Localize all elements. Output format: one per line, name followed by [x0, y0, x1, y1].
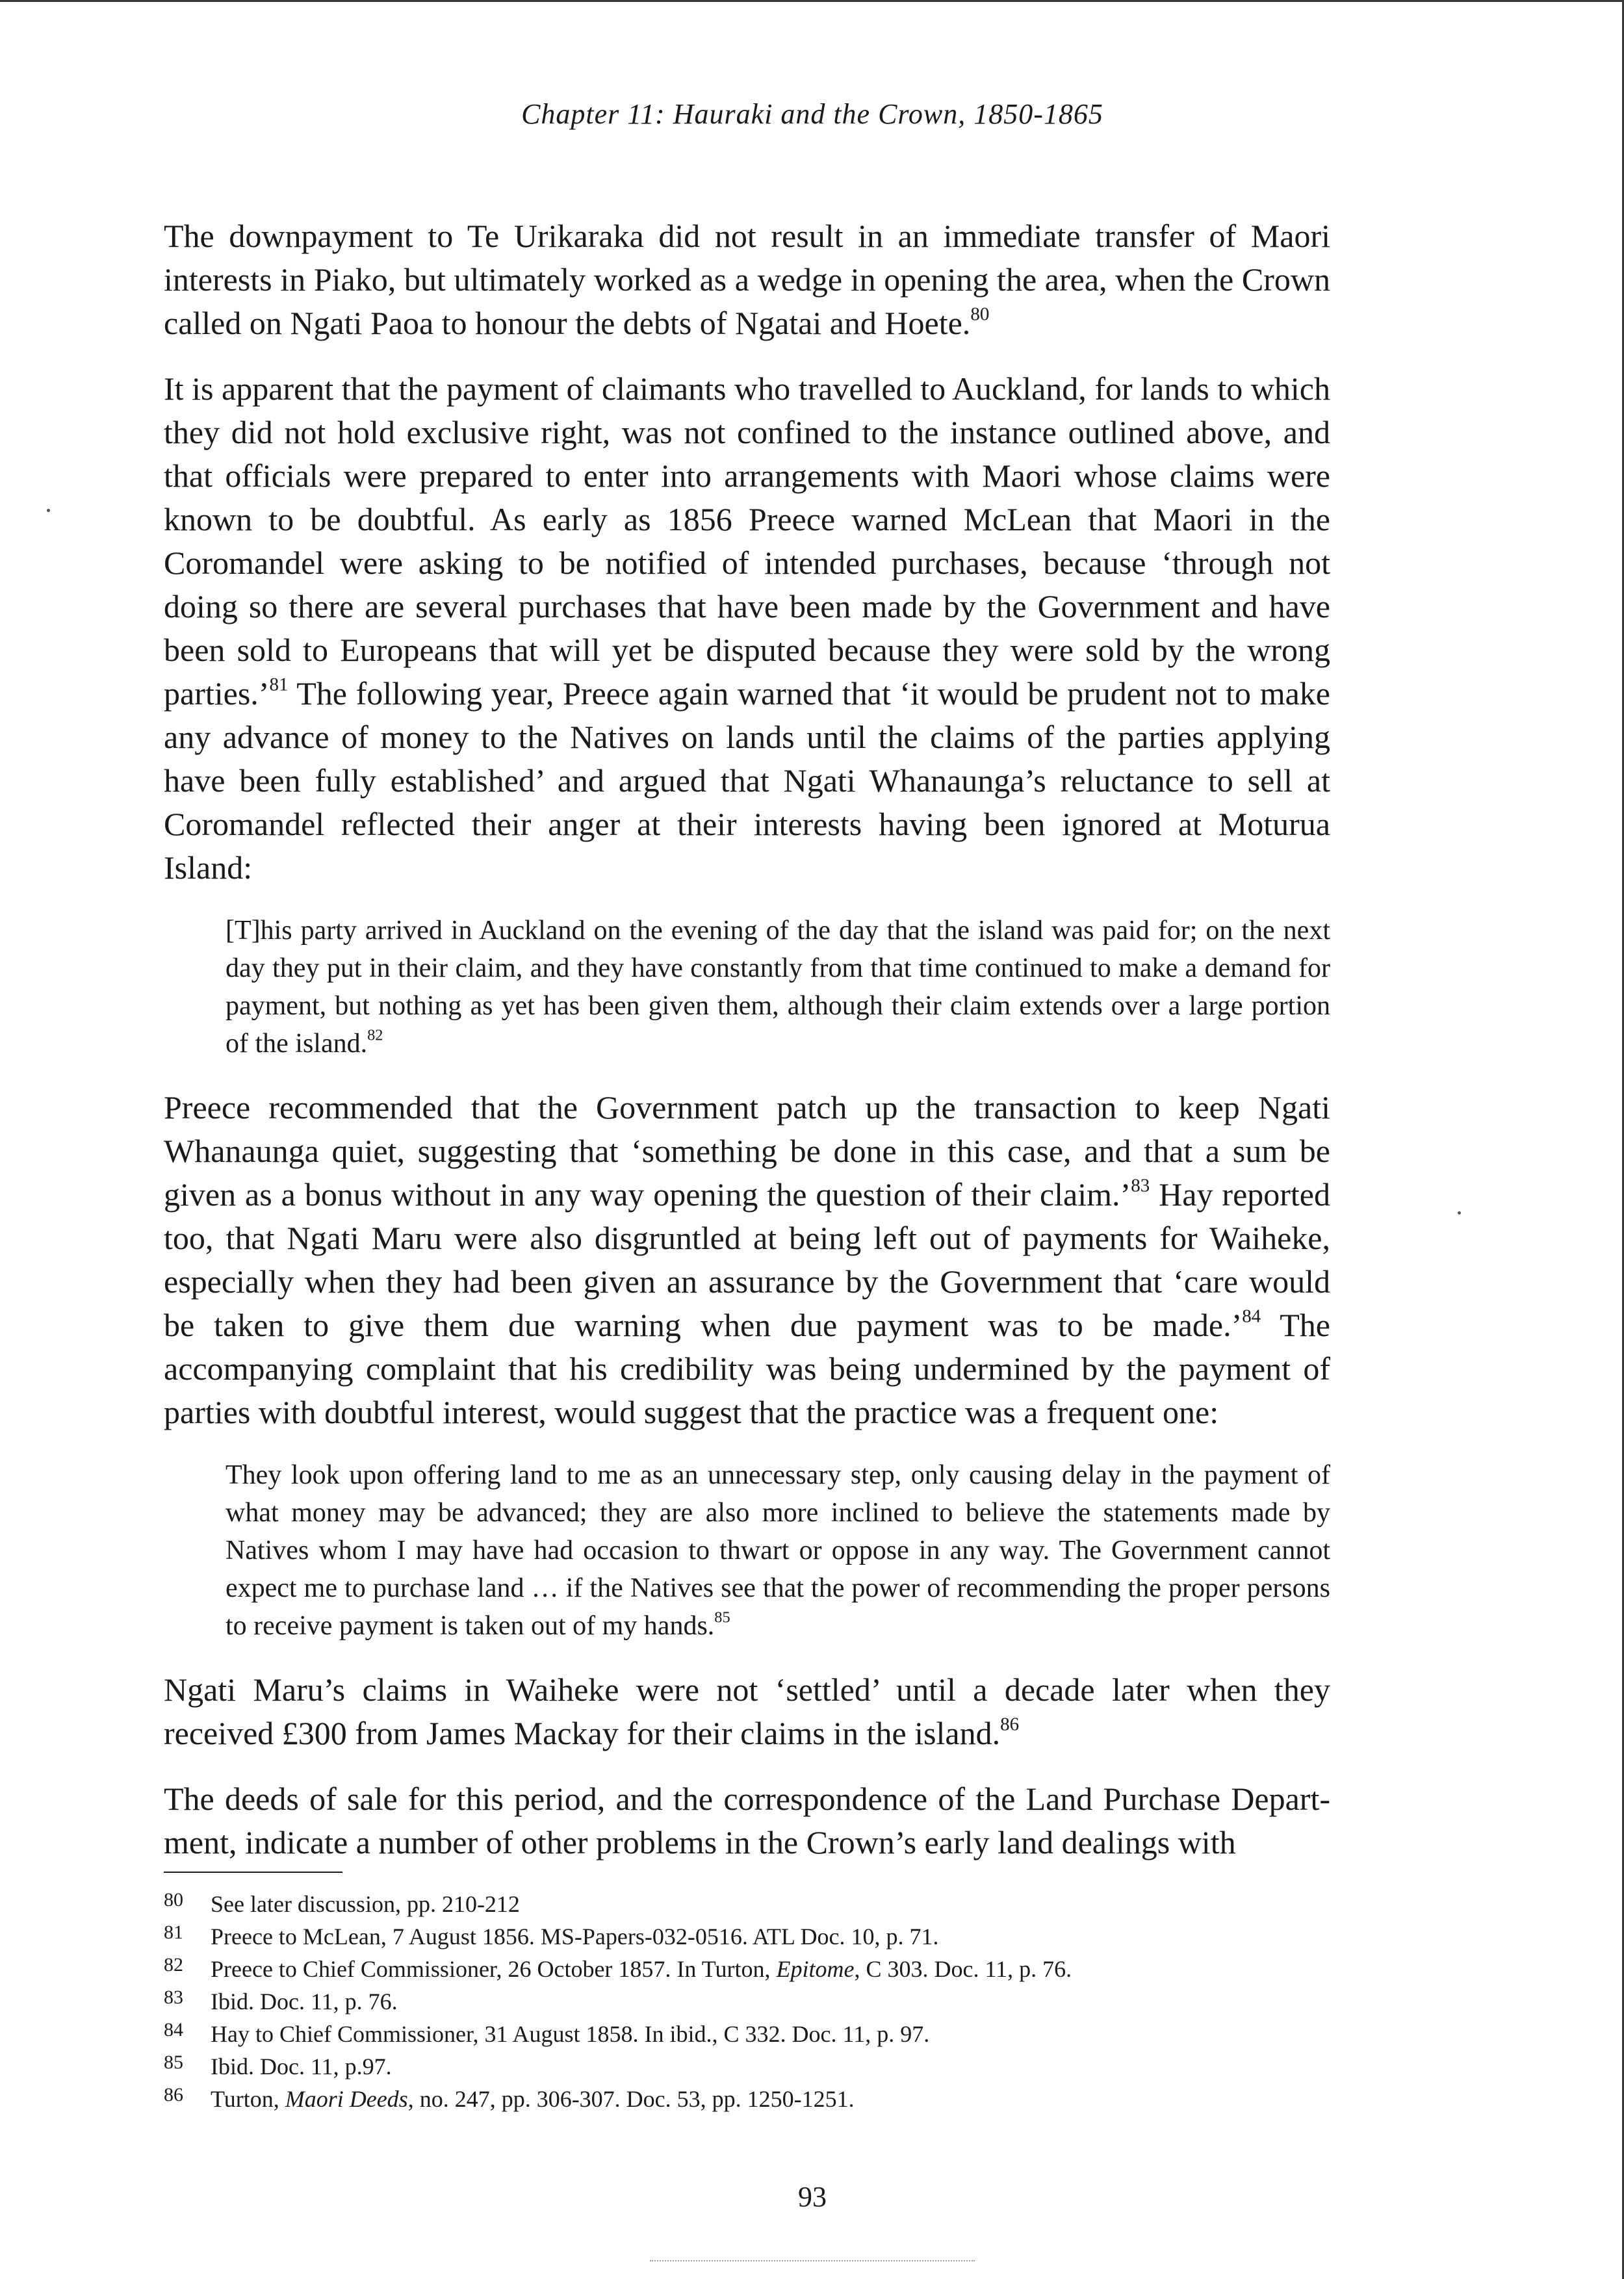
footnote-text: Ibid. Doc. 11, p. 76.	[211, 1989, 398, 2015]
paragraph-text: The downpayment to Te Urikaraka did not result in an immediate transfer of Maori interests in Piako, but ultimately worked as a wedge in opening the area, when the Crown called on Ngati Paoa to honour the debts of Ngatai and Hoete.	[164, 218, 1330, 341]
scan-border-top	[0, 0, 1624, 2]
quote-text: They look upon offering land to me as an unnecessary step, only causing delay in the payment of what money may be advanced; they are also more inclined to believe the statements made by Natives whom I may have had occasion to thwart or oppose in any way. The Government cannot expect me to purchase land … if the Natives see that the power of recommending the proper persons to receive payment is taken out of my hands.	[226, 1460, 1330, 1641]
footnote	[164, 1888, 1330, 1920]
cited-title: Maori Deeds	[285, 2086, 408, 2112]
running-head: Chapter 11: Hauraki and the Crown, 1850-1865	[521, 98, 1103, 130]
paragraph	[164, 214, 1330, 345]
footnote-text	[211, 1953, 1072, 1985]
paragraph-text: Ngati Maru’s claims in Waiheke were not ‘settled’ until a decade later when they received £300 from James Mackay for their claims in the island.	[164, 1671, 1330, 1751]
footnote	[164, 2083, 1330, 2115]
paragraph-text: It is apparent that the payment of claimants who travelled to Auckland, for lands to which they did not hold exclusive right, was not confined to the instance outlined above, and that officials were prepared to enter into arrangements with Maori whose claims were known to be doubtful. As early as 1856 Preece warned McLean that Maori in the Coromandel were asking to be notified of intended purchases, because ‘through not doing so there are several purchases that have been made by the Government and have been sold to Europeans that will yet be disputed because they were sold by the wrong parties.’	[164, 370, 1330, 712]
footnote-number: 83	[164, 1987, 183, 2008]
footnote-ref: 81	[269, 674, 289, 695]
footnote-ref: 82	[367, 1026, 383, 1044]
footnote-number: 82	[164, 1954, 183, 1976]
paragraph	[164, 1086, 1330, 1434]
block-quote	[164, 1456, 1330, 1645]
scan-speck	[1458, 1211, 1461, 1215]
footnote-number: 85	[164, 2052, 183, 2073]
footnote-ref: 86	[1000, 1714, 1020, 1735]
footnote-text-part: , no. 247, pp. 306-307. Doc. 53, pp. 1250-1251.	[407, 2086, 855, 2112]
footnote	[164, 1953, 1330, 1985]
cited-title: Epitome	[776, 1956, 855, 1982]
footnote-text: See later discussion, pp. 210-212	[211, 1891, 520, 1917]
footnote	[164, 1920, 1330, 1953]
footnote	[164, 1985, 1330, 2018]
footnote-rule	[164, 1872, 342, 1873]
footnote-ref: 80	[970, 303, 990, 325]
footnote-number: 80	[164, 1889, 183, 1911]
paragraph-text: The accompanying complaint that his credibility was being undermined by the payment of parties with doubtful interest, would suggest that the practice was a frequent one:	[164, 1307, 1330, 1430]
footnote-text: Ibid. Doc. 11, p.97.	[211, 2054, 392, 2079]
footnote-text-part: Turton,	[211, 2086, 285, 2112]
paragraph-text: Preece recommended that the Government patch up the transaction to keep Ngati Whanaunga quiet, suggesting that ‘something be done in this case, and that a sum be given as a bonus without in any way opening the question of their claim.’	[164, 1089, 1330, 1213]
footnote-text	[211, 2083, 855, 2115]
footnote-ref: 85	[714, 1608, 730, 1627]
footnote	[164, 2050, 1330, 2083]
paragraph	[164, 1777, 1330, 1864]
body-text	[164, 214, 1330, 1886]
block-quote	[164, 912, 1330, 1062]
footnote-text-part: , C 303. Doc. 11, p. 76.	[854, 1956, 1072, 1982]
scan-speck	[47, 509, 50, 512]
quote-text: [T]his party arrived in Auckland on the evening of the day that the island was paid for; on the next day they put in their claim, and they have constantly from that time continued to make a demand for payment, but nothing as yet has been given them, although their claim extends over a large portion of the island.	[226, 916, 1330, 1059]
footnote-number: 84	[164, 2019, 183, 2041]
footnote-ref: 83	[1131, 1175, 1150, 1196]
footnotes	[164, 1888, 1330, 2115]
paragraph-text: Hay reported too, that Ngati Maru were also disgruntled at being left out of payments for Waiheke, especially when they had been given an assurance by the Government that ‘care would be taken to give them due warning when due payment was to be made.’	[164, 1176, 1330, 1343]
footnote-text: Preece to McLean, 7 August 1856. MS-Papers-032-0516. ATL Doc. 10, p. 71.	[211, 1924, 939, 1950]
footnote-number: 81	[164, 1922, 183, 1943]
paragraph	[164, 367, 1330, 890]
footnote-text: Hay to Chief Commissioner, 31 August 1858. In ibid., C 332. Doc. 11, p. 97.	[211, 2021, 930, 2047]
scan-bottom-edge	[650, 2260, 975, 2261]
footnote-ref: 84	[1242, 1306, 1261, 1327]
footnote-number: 86	[164, 2084, 183, 2105]
paragraph-text: The following year, Preece again warned that ‘it would be prudent not to make any advance of money to the Natives on lands until the claims of the parties applying have been fully established’ and argued that Ngati Whanaunga’s reluctance to sell at Coromandel reflected their anger at their interests having been ignored at Moturua Island:	[164, 675, 1330, 886]
paragraph	[164, 1668, 1330, 1755]
page-number: 93	[798, 2181, 827, 2213]
paragraph-text: The deeds of sale for this period, and the correspondence of the Land Purchase Depart- ment, indicate a number of other problems in the Crown’s early land dealings with	[164, 1781, 1330, 1861]
footnote-text-part: Preece to Chief Commissioner, 26 October 1857. In Turton,	[211, 1956, 777, 1982]
footnote	[164, 2018, 1330, 2050]
